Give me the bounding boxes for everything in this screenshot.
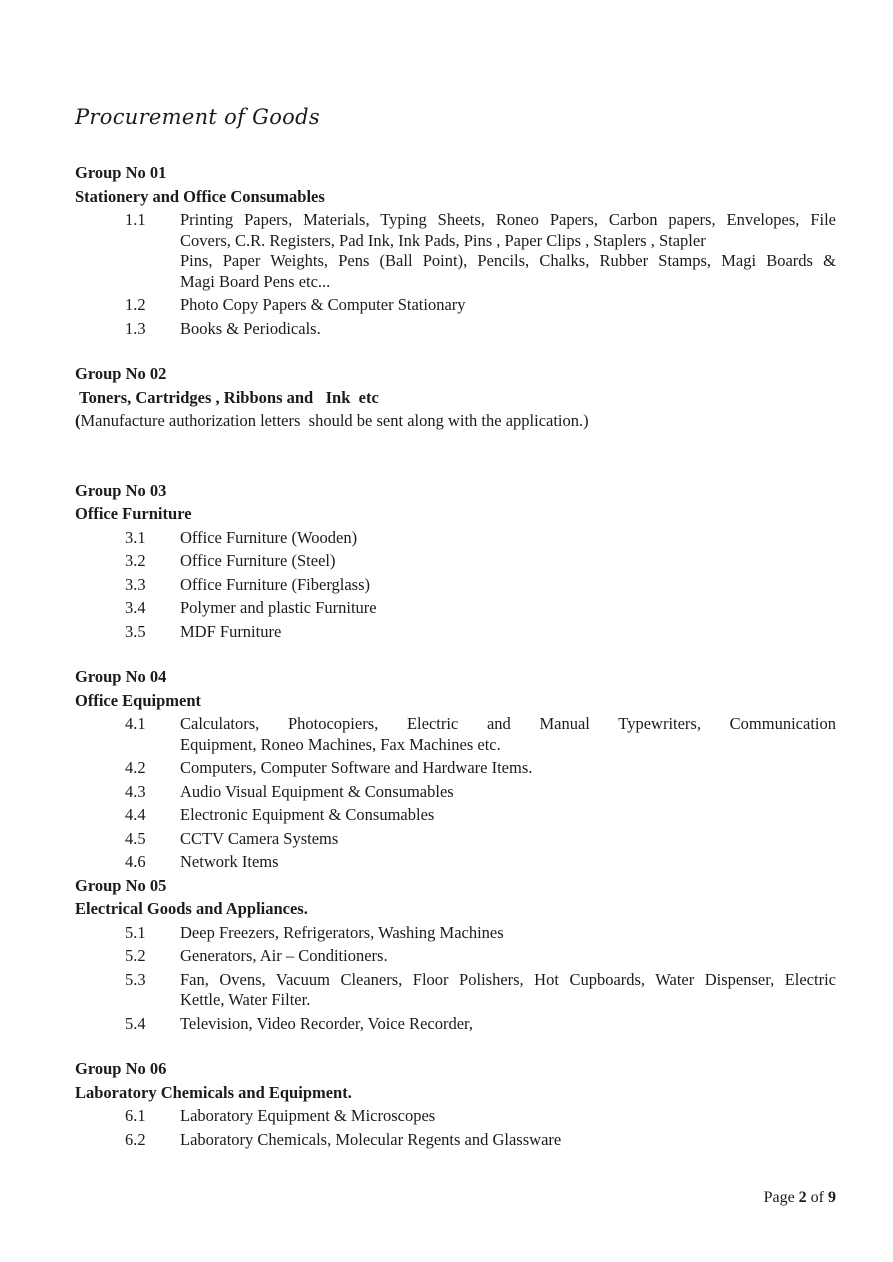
item-paragraph bbox=[180, 946, 836, 967]
item-line: Electronic Equipment & Consumables bbox=[180, 805, 435, 824]
list-item bbox=[75, 782, 836, 803]
item-text bbox=[180, 598, 836, 619]
item-number: 6.1 bbox=[125, 1106, 146, 1125]
item-paragraph bbox=[180, 829, 836, 850]
list-item bbox=[75, 319, 836, 340]
item-number: 4.3 bbox=[125, 781, 146, 801]
item-number: 1.3 bbox=[125, 318, 146, 338]
item-paragraph bbox=[180, 1106, 836, 1127]
list-item bbox=[75, 1106, 836, 1127]
item-line: Magi Board Pens etc... bbox=[180, 271, 331, 291]
item-paragraph bbox=[180, 970, 836, 1011]
item-paragraph bbox=[180, 923, 836, 944]
item-text bbox=[180, 1130, 836, 1151]
item-number: 1.2 bbox=[125, 295, 146, 314]
item-text bbox=[180, 295, 836, 316]
item-line: Equipment, Roneo Machines, Fax Machines etc. bbox=[180, 734, 501, 754]
list-item bbox=[75, 1014, 836, 1035]
item-text bbox=[180, 714, 836, 755]
of-label: of bbox=[806, 1189, 828, 1206]
item-number: 3.1 bbox=[125, 527, 146, 547]
item-line: Computers, Computer Software and Hardware Items. bbox=[180, 758, 533, 777]
item-line: Fan, Ovens, Vacuum Cleaners, Floor Polishers, Hot Cupboards, Water Dispenser, Electric bbox=[180, 969, 836, 989]
list-item bbox=[75, 295, 836, 316]
group-title: Office Furniture bbox=[75, 504, 192, 523]
total-pages: 9 bbox=[828, 1189, 836, 1206]
group-title: Stationery and Office Consumables bbox=[75, 186, 325, 206]
group-number: Group No 02 bbox=[75, 364, 167, 383]
item-line: Generators, Air – Conditioners. bbox=[180, 946, 388, 965]
list-item bbox=[75, 923, 836, 944]
item-text bbox=[180, 1106, 836, 1127]
group-number: Group No 06 bbox=[75, 1059, 167, 1078]
item-line: Office Furniture (Wooden) bbox=[180, 527, 358, 547]
item-line: Calculators, Photocopiers, Electric and Manual Typewriters, Communication bbox=[180, 714, 836, 733]
group-note-text: Manufacture authorization letters should be sent along with the application.) bbox=[80, 411, 589, 430]
item-paragraph bbox=[180, 210, 836, 251]
item-number: 5.2 bbox=[125, 946, 146, 965]
group-title: Electrical Goods and Appliances. bbox=[75, 899, 308, 918]
item-text bbox=[180, 829, 836, 850]
item-number: 3.4 bbox=[125, 598, 146, 617]
item-number: 3.5 bbox=[125, 621, 146, 641]
item-number: 5.1 bbox=[125, 922, 146, 942]
item-line: Kettle, Water Filter. bbox=[180, 990, 311, 1009]
item-paragraph bbox=[180, 758, 836, 779]
list-item bbox=[75, 551, 836, 572]
item-text bbox=[180, 1014, 836, 1035]
page-number: 2 bbox=[798, 1189, 807, 1206]
group-title: Office Equipment bbox=[75, 690, 202, 710]
group-number: Group No 03 bbox=[75, 480, 167, 500]
page-label: Page bbox=[763, 1189, 799, 1206]
page-footer bbox=[764, 1188, 836, 1208]
item-number: 4.1 bbox=[125, 714, 146, 733]
item-paragraph bbox=[180, 528, 836, 549]
item-line: Books & Periodicals. bbox=[180, 318, 321, 338]
item-paragraph bbox=[180, 551, 836, 572]
group-number: Group No 05 bbox=[75, 875, 167, 895]
group-section-06 bbox=[75, 1059, 836, 1150]
item-number: 4.4 bbox=[125, 805, 146, 824]
item-text bbox=[180, 782, 836, 803]
item-paragraph bbox=[180, 622, 836, 643]
item-text bbox=[180, 758, 836, 779]
list-item bbox=[75, 622, 836, 643]
group-note bbox=[75, 411, 836, 432]
list-item bbox=[75, 1130, 836, 1151]
item-number: 5.4 bbox=[125, 1013, 146, 1033]
item-paragraph bbox=[180, 575, 836, 596]
group-number: Group No 04 bbox=[75, 667, 167, 686]
doc-title: Procurement of Goods bbox=[75, 105, 320, 129]
list-item bbox=[75, 758, 836, 779]
item-text bbox=[180, 923, 836, 944]
group-section-01 bbox=[75, 163, 836, 339]
item-paragraph bbox=[180, 295, 836, 316]
item-paragraph bbox=[180, 319, 836, 340]
group-title: Laboratory Chemicals and Equipment. bbox=[75, 1082, 352, 1102]
item-paragraph bbox=[180, 714, 836, 755]
item-line: Pins, Paper Weights, Pens (Ball Point), Pencils, Chalks, Rubber Stamps, Magi Boards & bbox=[180, 251, 836, 270]
item-paragraph bbox=[180, 852, 836, 873]
group-section-02 bbox=[75, 364, 836, 432]
item-text bbox=[180, 946, 836, 967]
item-line: Network Items bbox=[180, 852, 279, 871]
group-title: Toners, Cartridges , Ribbons and Ink etc bbox=[75, 387, 379, 407]
list-item bbox=[75, 946, 836, 967]
list-item bbox=[75, 210, 836, 292]
item-number: 4.6 bbox=[125, 852, 146, 871]
group-note-paren: ( bbox=[75, 411, 81, 430]
item-line: Laboratory Chemicals, Molecular Regents and Glassware bbox=[180, 1129, 562, 1149]
list-item bbox=[75, 805, 836, 826]
item-text bbox=[180, 852, 836, 873]
item-text bbox=[180, 319, 836, 340]
item-paragraph bbox=[180, 1014, 836, 1035]
group-section-03 bbox=[75, 481, 836, 643]
item-text bbox=[180, 210, 836, 292]
item-number: 3.2 bbox=[125, 551, 146, 570]
item-line: MDF Furniture bbox=[180, 621, 282, 641]
item-text bbox=[180, 528, 836, 549]
item-text bbox=[180, 622, 836, 643]
list-item bbox=[75, 714, 836, 755]
item-number: 6.2 bbox=[125, 1129, 146, 1149]
item-line: Television, Video Recorder, Voice Recorder, bbox=[180, 1013, 473, 1033]
list-item bbox=[75, 852, 836, 873]
list-item bbox=[75, 970, 836, 1011]
item-line: CCTV Camera Systems bbox=[180, 828, 339, 848]
item-line: Printing Papers, Materials, Typing Sheets, Roneo Papers, Carbon papers, Envelopes, File bbox=[180, 210, 836, 229]
item-text bbox=[180, 551, 836, 572]
item-text bbox=[180, 805, 836, 826]
item-line: Audio Visual Equipment & Consumables bbox=[180, 781, 454, 801]
item-line: Polymer and plastic Furniture bbox=[180, 598, 377, 617]
item-text bbox=[180, 575, 836, 596]
item-text bbox=[180, 970, 836, 1011]
item-paragraph bbox=[180, 598, 836, 619]
item-line: Laboratory Equipment & Microscopes bbox=[180, 1106, 436, 1125]
group-section-04 bbox=[75, 667, 836, 873]
item-line: Photo Copy Papers & Computer Stationary bbox=[180, 295, 466, 314]
item-paragraph bbox=[180, 251, 836, 292]
item-number: 4.5 bbox=[125, 828, 146, 848]
item-line: Office Furniture (Steel) bbox=[180, 551, 336, 570]
list-item bbox=[75, 528, 836, 549]
list-item bbox=[75, 575, 836, 596]
item-number: 3.3 bbox=[125, 574, 146, 594]
item-number: 4.2 bbox=[125, 758, 146, 777]
item-number: 1.1 bbox=[125, 210, 146, 229]
item-line: Deep Freezers, Refrigerators, Washing Machines bbox=[180, 922, 504, 942]
item-paragraph bbox=[180, 805, 836, 826]
list-item bbox=[75, 829, 836, 850]
item-line: Office Furniture (Fiberglass) bbox=[180, 574, 371, 594]
item-line: Covers, C.R. Registers, Pad Ink, Ink Pads, Pins , Paper Clips , Staplers , Stapler bbox=[180, 230, 706, 250]
list-item bbox=[75, 598, 836, 619]
group-section-05 bbox=[75, 876, 836, 1035]
item-number: 5.3 bbox=[125, 969, 146, 989]
item-paragraph bbox=[180, 782, 836, 803]
group-number: Group No 01 bbox=[75, 163, 167, 182]
item-paragraph bbox=[180, 1130, 836, 1151]
